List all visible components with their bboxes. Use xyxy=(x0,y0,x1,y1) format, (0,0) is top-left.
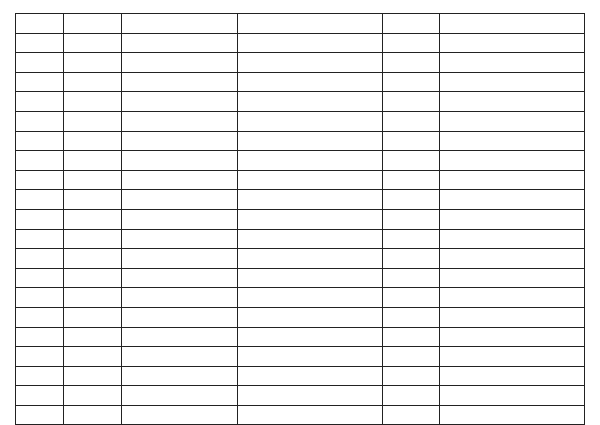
row-spacer xyxy=(440,229,585,249)
row-spacer xyxy=(440,33,585,53)
cell-area xyxy=(383,405,440,425)
cell-id xyxy=(16,14,64,34)
cell-code xyxy=(64,405,122,425)
row-spacer xyxy=(440,268,585,288)
cell-address xyxy=(238,229,383,249)
cell-name xyxy=(122,327,238,347)
row-spacer xyxy=(440,249,585,269)
cell-name xyxy=(122,249,238,269)
cell-area xyxy=(383,131,440,151)
cell-area xyxy=(383,33,440,53)
table-row xyxy=(16,53,585,73)
table-row xyxy=(16,151,585,171)
cell-name xyxy=(122,209,238,229)
cell-id xyxy=(16,92,64,112)
cell-id xyxy=(16,209,64,229)
cell-area xyxy=(383,268,440,288)
cell-id xyxy=(16,170,64,190)
cell-id xyxy=(16,249,64,269)
row-spacer xyxy=(440,366,585,386)
records-sheet xyxy=(15,13,585,425)
cell-area xyxy=(383,111,440,131)
row-spacer xyxy=(440,209,585,229)
cell-area xyxy=(383,249,440,269)
cell-id xyxy=(16,386,64,406)
cell-id xyxy=(16,288,64,308)
cell-name xyxy=(122,170,238,190)
cell-code xyxy=(64,347,122,367)
cell-area xyxy=(383,307,440,327)
cell-name xyxy=(122,347,238,367)
cell-id xyxy=(16,131,64,151)
table-row xyxy=(16,405,585,425)
table-row xyxy=(16,268,585,288)
cell-area xyxy=(383,209,440,229)
table-row xyxy=(16,92,585,112)
row-spacer xyxy=(440,386,585,406)
cell-area xyxy=(383,327,440,347)
table-row xyxy=(16,190,585,210)
cell-code xyxy=(64,131,122,151)
row-spacer xyxy=(440,92,585,112)
row-spacer xyxy=(440,14,585,34)
row-spacer xyxy=(440,151,585,171)
row-spacer xyxy=(440,288,585,308)
cell-id xyxy=(16,405,64,425)
table-row xyxy=(16,366,585,386)
cell-code xyxy=(64,111,122,131)
cell-name xyxy=(122,386,238,406)
cell-address xyxy=(238,131,383,151)
table-row xyxy=(16,14,585,34)
cell-area xyxy=(383,53,440,73)
cell-address xyxy=(238,347,383,367)
cell-area xyxy=(383,347,440,367)
table-row xyxy=(16,307,585,327)
records-table xyxy=(15,13,585,425)
cell-area xyxy=(383,92,440,112)
cell-name xyxy=(122,111,238,131)
cell-id xyxy=(16,268,64,288)
table-row xyxy=(16,347,585,367)
table-row xyxy=(16,33,585,53)
cell-id xyxy=(16,307,64,327)
cell-id xyxy=(16,33,64,53)
table-row xyxy=(16,72,585,92)
cell-code xyxy=(64,366,122,386)
cell-id xyxy=(16,111,64,131)
row-spacer xyxy=(440,307,585,327)
cell-area xyxy=(383,190,440,210)
cell-address xyxy=(238,288,383,308)
cell-code xyxy=(64,307,122,327)
cell-id xyxy=(16,151,64,171)
table-row xyxy=(16,386,585,406)
cell-address xyxy=(238,268,383,288)
cell-code xyxy=(64,33,122,53)
cell-address xyxy=(238,53,383,73)
cell-address xyxy=(238,327,383,347)
row-spacer xyxy=(440,53,585,73)
cell-code xyxy=(64,386,122,406)
cell-address xyxy=(238,33,383,53)
cell-name xyxy=(122,151,238,171)
cell-code xyxy=(64,72,122,92)
cell-code xyxy=(64,92,122,112)
row-spacer xyxy=(440,131,585,151)
cell-address xyxy=(238,111,383,131)
cell-name xyxy=(122,307,238,327)
cell-area xyxy=(383,386,440,406)
cell-address xyxy=(238,366,383,386)
row-spacer xyxy=(440,72,585,92)
cell-id xyxy=(16,229,64,249)
cell-area xyxy=(383,229,440,249)
cell-code xyxy=(64,53,122,73)
cell-name xyxy=(122,288,238,308)
cell-code xyxy=(64,327,122,347)
cell-name xyxy=(122,53,238,73)
cell-address xyxy=(238,307,383,327)
cell-area xyxy=(383,14,440,34)
cell-name xyxy=(122,366,238,386)
cell-area xyxy=(383,151,440,171)
cell-code xyxy=(64,14,122,34)
cell-code xyxy=(64,209,122,229)
cell-area xyxy=(383,288,440,308)
table-row xyxy=(16,229,585,249)
cell-area xyxy=(383,170,440,190)
row-spacer xyxy=(440,347,585,367)
table-row xyxy=(16,111,585,131)
cell-code xyxy=(64,268,122,288)
cell-id xyxy=(16,53,64,73)
cell-name xyxy=(122,268,238,288)
cell-id xyxy=(16,366,64,386)
cell-address xyxy=(238,209,383,229)
cell-address xyxy=(238,386,383,406)
cell-address xyxy=(238,92,383,112)
records-table-body xyxy=(16,14,585,425)
cell-area xyxy=(383,72,440,92)
cell-code xyxy=(64,151,122,171)
cell-name xyxy=(122,14,238,34)
cell-address xyxy=(238,190,383,210)
cell-id xyxy=(16,327,64,347)
table-row xyxy=(16,170,585,190)
table-row xyxy=(16,131,585,151)
table-row xyxy=(16,209,585,229)
cell-name xyxy=(122,190,238,210)
cell-name xyxy=(122,33,238,53)
row-spacer xyxy=(440,170,585,190)
row-spacer xyxy=(440,111,585,131)
cell-id xyxy=(16,190,64,210)
cell-address xyxy=(238,249,383,269)
row-spacer xyxy=(440,190,585,210)
table-row xyxy=(16,288,585,308)
table-row xyxy=(16,249,585,269)
row-spacer xyxy=(440,327,585,347)
table-row xyxy=(16,327,585,347)
cell-name xyxy=(122,92,238,112)
cell-code xyxy=(64,170,122,190)
cell-name xyxy=(122,72,238,92)
cell-code xyxy=(64,229,122,249)
cell-name xyxy=(122,229,238,249)
cell-address xyxy=(238,14,383,34)
cell-code xyxy=(64,288,122,308)
cell-code xyxy=(64,190,122,210)
cell-code xyxy=(64,249,122,269)
cell-name xyxy=(122,405,238,425)
cell-area xyxy=(383,366,440,386)
cell-id xyxy=(16,72,64,92)
row-spacer xyxy=(440,405,585,425)
cell-name xyxy=(122,131,238,151)
cell-address xyxy=(238,72,383,92)
cell-address xyxy=(238,170,383,190)
cell-id xyxy=(16,347,64,367)
cell-address xyxy=(238,151,383,171)
cell-address xyxy=(238,405,383,425)
